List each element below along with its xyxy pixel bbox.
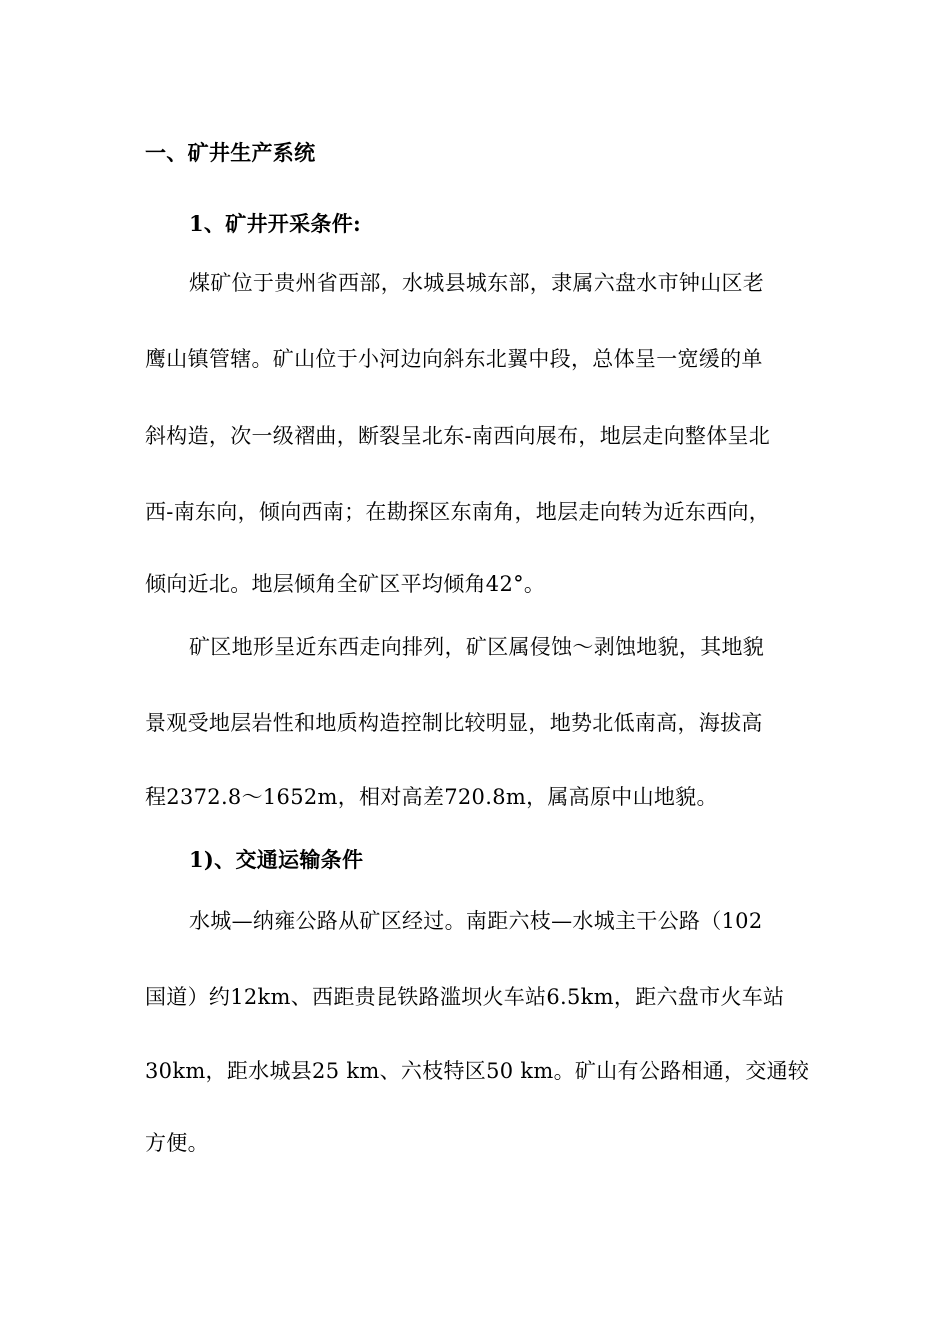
paragraph-2-line-1: 矿区地形呈近东西走向排列，矿区属侵蚀～剥蚀地貌，其地貌 bbox=[189, 635, 765, 659]
paragraph-1-line-4: 西-南东向，倾向西南；在勘探区东南角，地层走向转为近东西向， bbox=[145, 500, 771, 524]
paragraph-1-line-2: 鹰山镇管辖。矿山位于小河边向斜东北翼中段，总体呈一宽缓的单 bbox=[145, 347, 763, 371]
paragraph-1-line-1: 煤矿位于贵州省西部，水城县城东部，隶属六盘水市钟山区老 bbox=[189, 271, 765, 295]
paragraph-3-line-4: 方便。 bbox=[145, 1131, 209, 1155]
paragraph-1-line-3: 斜构造，次一级褶曲，断裂呈北东-南西向展布，地层走向整体呈北 bbox=[145, 424, 771, 448]
paragraph-2-line-3: 程2372.8～1652m，相对高差720.8m，属高原中山地貌。 bbox=[145, 785, 718, 809]
section-heading: 一、矿井生产系统 bbox=[145, 140, 316, 165]
paragraph-3-line-1: 水城—纳雍公路从矿区经过。南距六枝—水城主干公路（102 bbox=[189, 909, 763, 933]
paragraph-1-line-5: 倾向近北。地层倾角全矿区平均倾角42°。 bbox=[145, 572, 546, 596]
paragraph-3-line-2: 国道）约12km、西距贵昆铁路滥坝火车站6.5km，距六盘市火车站 bbox=[145, 985, 785, 1009]
subsection-heading: 1、矿井开采条件: bbox=[189, 211, 362, 236]
traffic-heading: 1)、交通运输条件 bbox=[189, 847, 364, 872]
paragraph-3-line-3: 30km，距水城县25 km、六枝特区50 km。矿山有公路相通，交通较 bbox=[145, 1059, 810, 1083]
paragraph-2-line-2: 景观受地层岩性和地质构造控制比较明显，地势北低南高，海拔高 bbox=[145, 711, 763, 735]
